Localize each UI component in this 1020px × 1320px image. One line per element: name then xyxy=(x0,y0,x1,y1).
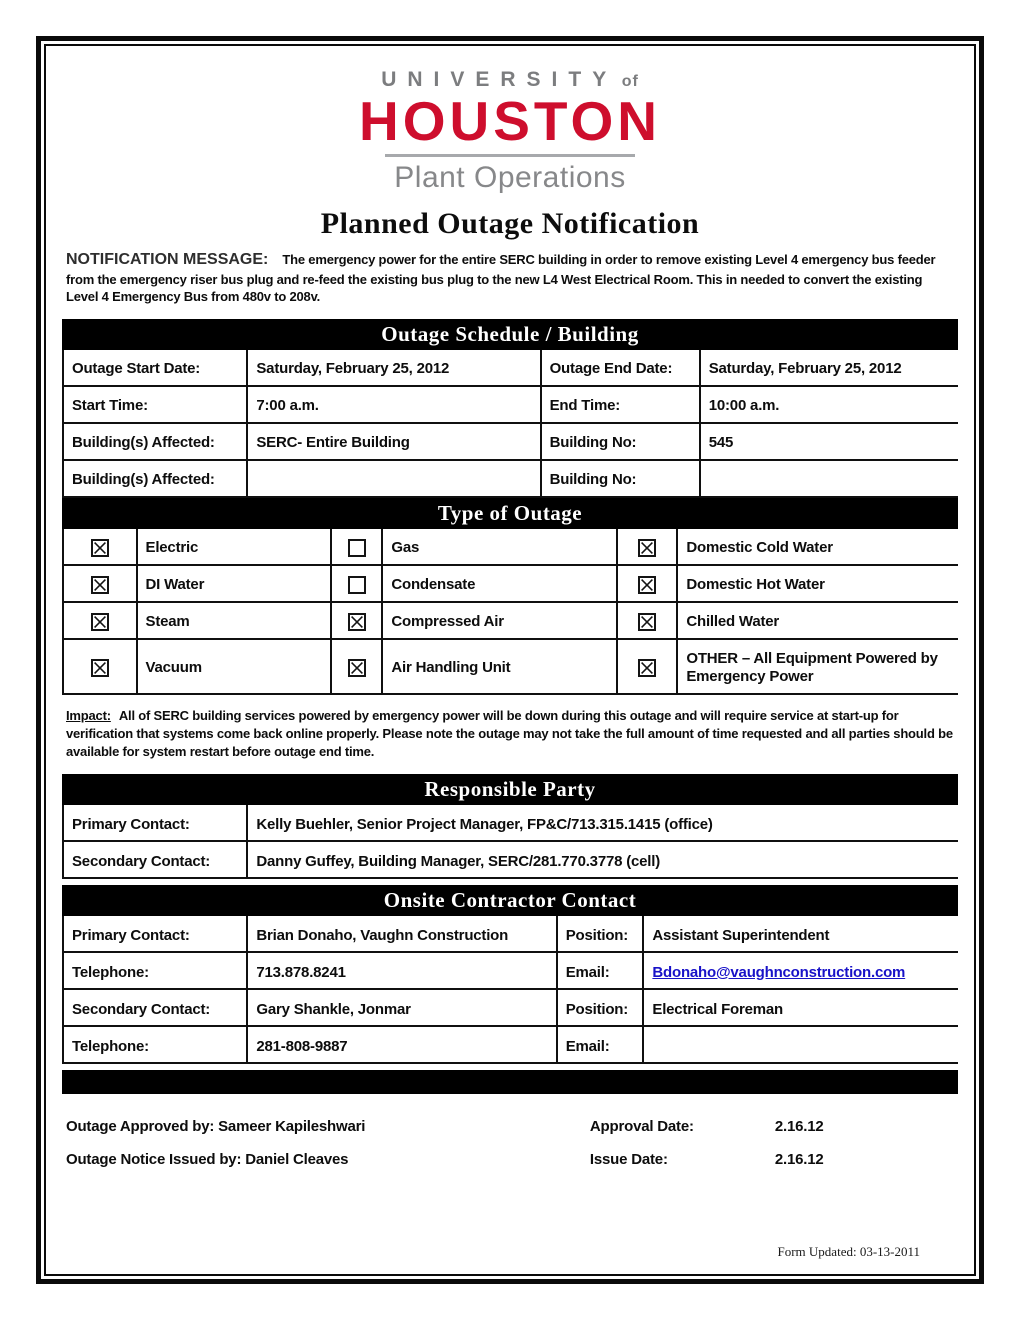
field-label: Building No: xyxy=(540,461,699,498)
checkbox-cell xyxy=(64,603,136,640)
approved-by-label: Outage Approved by: xyxy=(66,1118,215,1136)
checkbox-cell xyxy=(330,603,381,640)
approved-by-value: Sameer Kapileshwari xyxy=(218,1118,366,1136)
checkbox-label: Electric xyxy=(136,529,331,566)
university-of-houston-logo xyxy=(62,68,958,195)
issued-by xyxy=(66,1151,590,1168)
checkbox-cell xyxy=(616,566,677,603)
checkbox-label: Condensate xyxy=(381,566,615,603)
checkbox-compressed-air[interactable] xyxy=(348,613,366,631)
field-value: 7:00 a.m. xyxy=(246,387,539,424)
checkbox-label: DI Water xyxy=(136,566,331,603)
approval-date xyxy=(590,1118,824,1135)
logo-of-text: of xyxy=(621,73,639,90)
field-label: End Time: xyxy=(540,387,699,424)
checkbox-label: Domestic Cold Water xyxy=(676,529,958,566)
checkbox-cell xyxy=(64,566,136,603)
form-updated-note: Form Updated: 03-13-2011 xyxy=(777,1244,920,1259)
checkbox-other-emergency-power[interactable] xyxy=(638,659,656,677)
field-label: Secondary Contact: xyxy=(64,990,246,1027)
field-value: Kelly Buehler, Senior Project Manager, FP&C/713.315.1415 (office) xyxy=(246,805,958,842)
issued-by-value: Daniel Cleaves xyxy=(245,1151,349,1169)
page-border xyxy=(36,36,984,1284)
field-value: Assistant Superintendent xyxy=(642,916,958,953)
checkbox-label: OTHER – All Equipment Powered by Emergency Power xyxy=(676,640,958,695)
section-header-responsible-party: Responsible Party xyxy=(62,774,958,805)
approval-row xyxy=(62,1143,958,1176)
field-label: Telephone: xyxy=(64,953,246,990)
impact-note xyxy=(66,707,954,762)
page-title: Planned Outage Notification xyxy=(320,207,700,240)
checkbox-di-water[interactable] xyxy=(91,576,109,594)
field-label: Position: xyxy=(556,990,643,1027)
checkbox-cell xyxy=(616,529,677,566)
checkbox-chilled-water[interactable] xyxy=(638,613,656,631)
logo-university-text: UNIVERSITY xyxy=(381,68,618,91)
approval-row xyxy=(62,1110,958,1143)
field-label: Telephone: xyxy=(64,1027,246,1064)
field-label: Primary Contact: xyxy=(64,916,246,953)
field-label: Building No: xyxy=(540,424,699,461)
issue-date-label: Issue Date: xyxy=(589,1151,668,1169)
field-label: Building(s) Affected: xyxy=(64,461,246,498)
field-value-empty xyxy=(246,461,539,498)
field-value: Saturday, February 25, 2012 xyxy=(699,350,958,387)
checkbox-vacuum[interactable] xyxy=(91,659,109,677)
checkbox-air-handling-unit[interactable] xyxy=(348,659,366,677)
checkbox-label: Compressed Air xyxy=(381,603,615,640)
field-label: Position: xyxy=(556,916,643,953)
contractor-table xyxy=(62,916,958,1064)
checkbox-label: Domestic Hot Water xyxy=(676,566,958,603)
checkbox-label: Air Handling Unit xyxy=(381,640,615,695)
field-label: Primary Contact: xyxy=(64,805,246,842)
checkbox-steam[interactable] xyxy=(91,613,109,631)
checkbox-label: Vacuum xyxy=(136,640,331,695)
notification-message-label: NOTIFICATION MESSAGE: xyxy=(66,251,269,268)
field-value: Saturday, February 25, 2012 xyxy=(246,350,539,387)
approval-date-value: 2.16.12 xyxy=(774,1118,824,1136)
logo-divider xyxy=(385,154,635,157)
field-value: 10:00 a.m. xyxy=(699,387,958,424)
checkbox-condensate[interactable] xyxy=(348,576,366,594)
checkbox-cell xyxy=(330,529,381,566)
approved-by xyxy=(66,1118,590,1135)
document xyxy=(44,44,976,1276)
checkbox-domestic-hot-water[interactable] xyxy=(638,576,656,594)
issue-date xyxy=(590,1151,824,1168)
checkbox-cell xyxy=(616,640,677,695)
outage-type-table xyxy=(62,529,958,695)
responsible-party-table xyxy=(62,805,958,879)
checkbox-cell xyxy=(616,603,677,640)
field-value: Gary Shankle, Jonmar xyxy=(246,990,555,1027)
checkbox-cell xyxy=(64,640,136,695)
field-label: Building(s) Affected: xyxy=(64,424,246,461)
field-value: Electrical Foreman xyxy=(642,990,958,1027)
field-value-empty xyxy=(642,1027,958,1064)
impact-text: All of SERC building services powered by emergency power will be down during this outage and will require service at start-up for verification that systems come back online properly. Please note the outage may not take the full amount of time requested and all parties should be available for system restart before outage end time. xyxy=(66,707,953,760)
contractor-email-link[interactable]: Bdonaho@vaughnconstruction.com xyxy=(652,963,906,981)
checkbox-cell xyxy=(330,566,381,603)
checkbox-label: Steam xyxy=(136,603,331,640)
checkbox-gas[interactable] xyxy=(348,539,366,557)
field-label: Email: xyxy=(556,1027,643,1064)
schedule-table xyxy=(62,350,958,498)
impact-label: Impact: xyxy=(66,707,111,723)
field-value: Brian Donaho, Vaughn Construction xyxy=(246,916,555,953)
checkbox-cell xyxy=(330,640,381,695)
issued-by-label: Outage Notice Issued by: xyxy=(66,1151,242,1169)
checkbox-domestic-cold-water[interactable] xyxy=(638,539,656,557)
logo-houston-text: HOUSTON xyxy=(358,90,661,152)
field-value: 713.878.8241 xyxy=(246,953,555,990)
field-value xyxy=(642,953,958,990)
field-label: Outage Start Date: xyxy=(64,350,246,387)
field-value: Danny Guffey, Building Manager, SERC/281.770.3778 (cell) xyxy=(246,842,958,879)
field-label: Outage End Date: xyxy=(540,350,699,387)
checkbox-electric[interactable] xyxy=(91,539,109,557)
field-value: 545 xyxy=(699,424,958,461)
field-value: 281-808-9887 xyxy=(246,1027,555,1064)
checkbox-label: Gas xyxy=(381,529,615,566)
field-value-empty xyxy=(699,461,958,498)
section-divider-bar xyxy=(62,1070,958,1094)
checkbox-label: Chilled Water xyxy=(676,603,958,640)
approval-section xyxy=(62,1110,958,1176)
section-header-contractor: Onsite Contractor Contact xyxy=(62,885,958,916)
approval-date-label: Approval Date: xyxy=(589,1118,694,1136)
field-label: Secondary Contact: xyxy=(64,842,246,879)
field-value: SERC- Entire Building xyxy=(246,424,539,461)
logo-subtitle: Plant Operations xyxy=(394,161,626,194)
section-header-schedule: Outage Schedule / Building xyxy=(62,319,958,350)
notification-message-text: The emergency power for the entire SERC building in order to remove existing Level 4 emergency bus feeder from the emergency riser bus plug and re-feed the existing bus plug to the new L4 West Electrical Room. This in needed to convert the existing Level 4 Emergency Bus from 480v to 208v. xyxy=(66,252,936,305)
field-label: Start Time: xyxy=(64,387,246,424)
field-label: Email: xyxy=(556,953,643,990)
section-header-type-of-outage: Type of Outage xyxy=(62,498,958,529)
issue-date-value: 2.16.12 xyxy=(774,1151,824,1169)
notification-message xyxy=(66,249,954,306)
checkbox-cell xyxy=(64,529,136,566)
